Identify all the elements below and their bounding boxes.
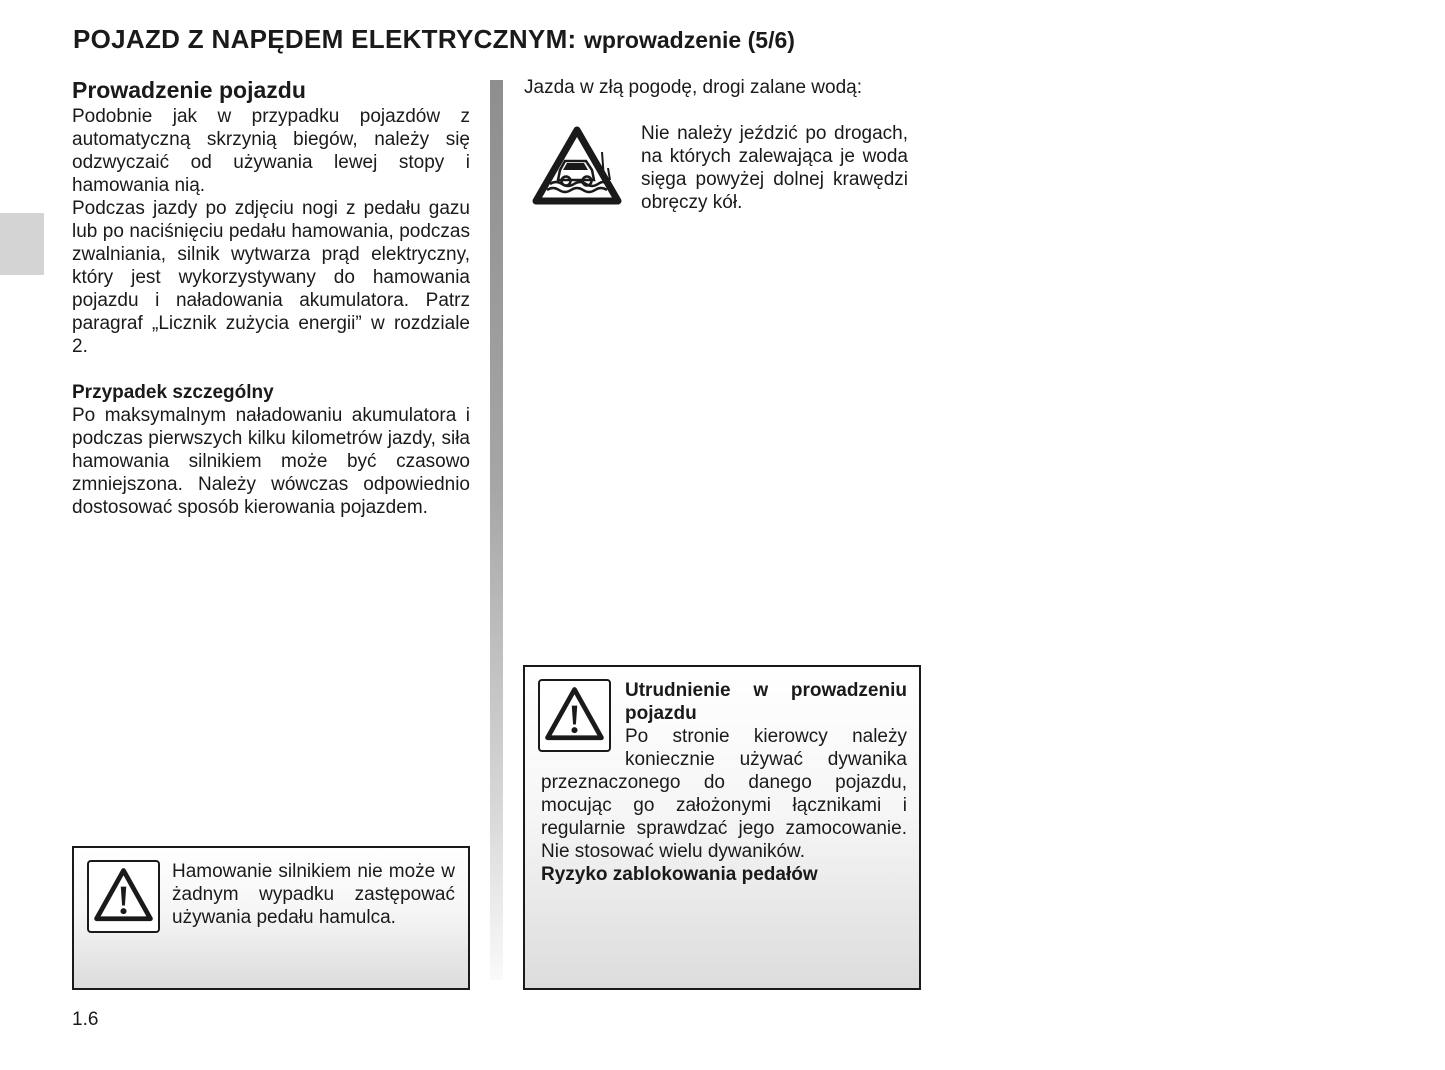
warning-triangle-icon [87, 860, 160, 933]
page-number: 1.6 [72, 1009, 99, 1030]
column-divider [490, 80, 503, 980]
paragraph-3: Po maksymalnym naładowaniu akumulatora i podczas pierwszych kilku kilometrów jazdy, siła hamowania silnikiem może być czasowo zmniejszona. Należy wówczas odpowiednio dostosować sposób kierowania pojazdem. [72, 405, 470, 518]
left-column [72, 75, 470, 519]
page-title [73, 24, 795, 55]
floor-mat-warning-text: Po stronie kierowcy należy koniecznie używać dywanika przeznaczonego do danego pojazdu, mocując go założonymi łącznikami i regularnie sprawdzać jego zamocowanie. Nie stosować wielu dywaników. [541, 726, 907, 862]
floor-mat-warning-emphasis: Ryzyko zablokowania pedałów [541, 864, 818, 885]
title-subtitle: wprowadzenie (5/6) [584, 27, 795, 53]
paragraph-2: Podczas jazdy po zdjęciu nogi z pedału gazu lub po naciśnięciu pedału hamowania, podczas zwalniania, silnik wytwarza prąd elektryczny, który jest wykorzystywany do hamowania pojazdu i naładowania akumulatora. Patrz paragraf „Licznik zużycia energii” w rozdziale 2. [72, 198, 470, 357]
bad-weather-intro: Jazda w złą pogodę, drogi zalane wodą: [524, 77, 863, 98]
section-heading: Prowadzenie pojazdu [72, 77, 306, 103]
subheading: Przypadek szczególny [72, 382, 274, 403]
floor-mat-warning-box [523, 665, 921, 990]
chapter-side-tab [0, 213, 44, 275]
title-main: POJAZD Z NAPĘDEM ELEKTRYCZNYM: [73, 24, 577, 54]
floor-mat-warning-title: Utrudnienie w prowadzeniu pojazdu [625, 680, 907, 724]
paragraph-1: Podobnie jak w przypadku pojazdów z automatyczną skrzynią biegów, należy się odzwyczaić od używania lewej stopy i hamowania nią. [72, 106, 470, 196]
engine-braking-warning-box [72, 846, 470, 990]
floor-mat-warning-content [541, 679, 907, 886]
flooded-road-warning-icon [532, 124, 622, 206]
flooded-road-warning-text: Nie należy jeździć po drogach, na których zalewająca je woda sięga powyżej dolnej krawędzi obręczy kół. [641, 123, 908, 213]
engine-braking-warning-text: Hamowanie silnikiem nie może w żadnym wypadku zastępować używania pedału hamulca. [172, 861, 455, 928]
